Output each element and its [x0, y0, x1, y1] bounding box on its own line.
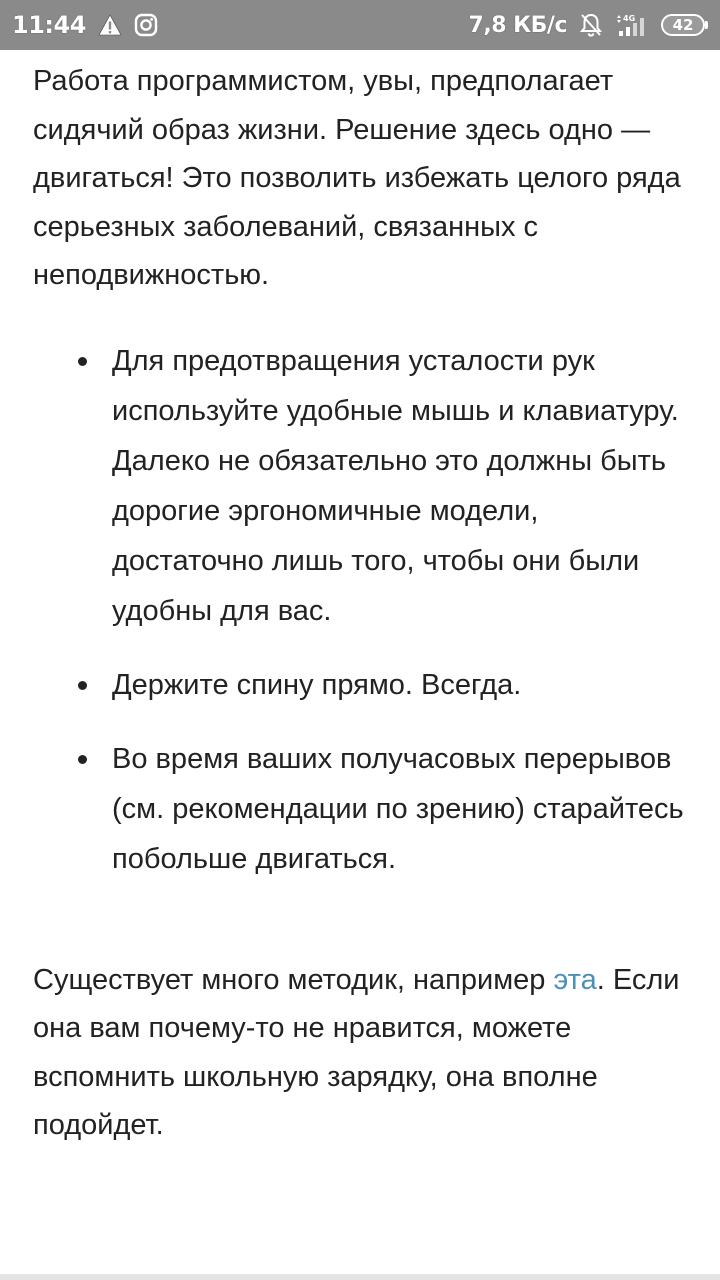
bullet-dot	[78, 357, 87, 366]
network-speed: 7,8 КБ/с	[468, 12, 567, 38]
network-type: 4G	[623, 14, 636, 23]
signal-icon	[615, 12, 651, 38]
list-item-text: Держите спину прямо. Всегда.	[112, 668, 522, 701]
bullet-dot	[78, 681, 87, 690]
battery-icon	[661, 14, 708, 36]
battery-level: 42	[661, 14, 705, 36]
list-item	[33, 336, 686, 636]
status-left	[12, 11, 158, 39]
battery-tip	[705, 21, 708, 29]
status-right	[469, 12, 708, 38]
list-item	[33, 734, 686, 884]
status-time: 11:44	[12, 11, 86, 39]
bottom-divider	[0, 1274, 720, 1280]
closing-text-after-link: . Если она вам почему-то не нравится, можете вспомнить школьную зарядку, она вполне подойдет.	[33, 963, 680, 1141]
status-bar	[0, 0, 720, 50]
closing-paragraph	[33, 956, 686, 1150]
bell-off-icon	[579, 12, 603, 38]
closing-text-before-link: Существует много методик, например	[33, 963, 554, 996]
instagram-icon	[134, 13, 158, 37]
article-content	[0, 50, 720, 1270]
warning-icon	[98, 14, 122, 36]
intro-paragraph: Работа программистом, увы, предполагает сидячий образ жизни. Решение здесь одно — двигаться! Это позволить избежать целого ряда серьезных заболеваний, связанных с неподвижностью.	[33, 65, 681, 291]
list-item-text: Для предотвращения усталости рук используйте удобные мышь и клавиатуру. Далеко не обязательно это должны быть дорогие эргономичные модели, достаточно лишь того, чтобы они были удобны для вас.	[112, 344, 679, 627]
bullet-dot	[78, 755, 87, 764]
list-item-text: Во время ваших получасовых перерывов (см. рекомендации по зрению) старайтесь побольше двигаться.	[112, 742, 684, 875]
list-item	[33, 660, 686, 710]
methods-link[interactable]: эта	[553, 963, 597, 996]
bullet-list	[33, 336, 686, 884]
